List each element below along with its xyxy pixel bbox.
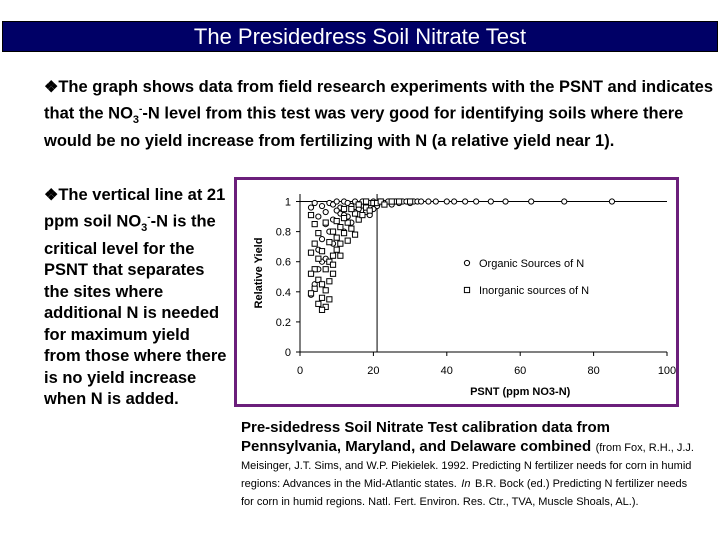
- caption-main-text: Pre-sidedress Soil Nitrate Test calibration data from Pennsylvania, Maryland, and Delaware combined: [241, 419, 610, 455]
- inorganic-point: [319, 295, 324, 300]
- inorganic-point: [363, 199, 368, 204]
- organic-point: [316, 214, 321, 219]
- inorganic-point: [327, 279, 332, 284]
- inorganic-point: [308, 271, 313, 276]
- inorganic-point: [319, 282, 324, 287]
- organic-point: [308, 205, 313, 210]
- legend-organic-marker: [464, 260, 469, 265]
- inorganic-point: [334, 218, 339, 223]
- organic-point: [609, 199, 614, 204]
- slide-title: The Presidedress Soil Nitrate Test: [193, 24, 527, 49]
- organic-point: [503, 199, 508, 204]
- diamond-bullet-icon: ❖: [44, 79, 59, 96]
- bullet-2-text-pre: The vertical line at 21 ppm soil NO: [44, 186, 226, 230]
- inorganic-point: [319, 249, 324, 254]
- inorganic-point: [323, 267, 328, 272]
- organic-point: [433, 199, 438, 204]
- inorganic-point: [341, 215, 346, 220]
- inorganic-point: [330, 229, 335, 234]
- inorganic-point: [356, 202, 361, 207]
- bullet-2-subscript: 3: [141, 221, 148, 234]
- inorganic-point: [408, 199, 413, 204]
- inorganic-point: [396, 199, 401, 204]
- organic-point: [452, 199, 457, 204]
- y-tick-label: 0.4: [275, 286, 291, 299]
- inorganic-point: [330, 262, 335, 267]
- x-tick-label: 100: [657, 365, 676, 377]
- y-tick-label: 0: [284, 347, 291, 359]
- inorganic-point: [352, 232, 357, 237]
- x-tick-label: 20: [367, 365, 380, 377]
- organic-point: [419, 199, 424, 204]
- bullet-1-text-post: -N level from this test was very good for identifying soils where there would be no yield increase from fertilizing with N (a relative yield near 1).: [44, 104, 684, 150]
- organic-point: [488, 199, 493, 204]
- bullet-1: [44, 77, 716, 152]
- inorganic-point: [330, 271, 335, 276]
- inorganic-point: [341, 206, 346, 211]
- organic-point: [312, 200, 317, 205]
- legend-label: Organic Sources of N: [479, 258, 585, 270]
- psnt-scatter-chart: [237, 180, 676, 404]
- organic-point: [474, 199, 479, 204]
- inorganic-point: [316, 301, 321, 306]
- inorganic-point: [308, 212, 313, 217]
- inorganic-point: [323, 288, 328, 293]
- y-axis-label: Relative Yield: [253, 237, 265, 309]
- bullet-2-superscript: -: [147, 211, 151, 223]
- inorganic-point: [360, 212, 365, 217]
- y-tick-label: 0.6: [275, 256, 291, 269]
- inorganic-point: [334, 247, 339, 252]
- inorganic-point: [341, 231, 346, 236]
- organic-point: [463, 199, 468, 204]
- inorganic-point: [316, 256, 321, 261]
- x-tick-label: 0: [296, 365, 304, 377]
- inorganic-point: [349, 206, 354, 211]
- x-axis-label: PSNT (ppm NO3-N): [470, 386, 571, 398]
- bullet-2: [44, 185, 229, 411]
- inorganic-point: [334, 235, 339, 240]
- inorganic-point: [308, 291, 313, 296]
- inorganic-point: [308, 250, 313, 255]
- bullet-1-superscript: -: [139, 103, 143, 115]
- inorganic-point: [382, 202, 387, 207]
- diamond-bullet-icon: ❖: [44, 187, 59, 204]
- inorganic-point: [330, 253, 335, 258]
- inorganic-point: [389, 199, 394, 204]
- inorganic-point: [338, 253, 343, 258]
- figure-caption: [241, 418, 701, 510]
- inorganic-point: [316, 231, 321, 236]
- caption-source-italic: In: [461, 478, 471, 490]
- inorganic-point: [327, 240, 332, 245]
- y-tick-label: 1: [284, 196, 291, 209]
- organic-point: [529, 199, 534, 204]
- bullet-1-text-pre: The graph shows data from field research experiments with the PSNT and indicates that the NO: [44, 78, 714, 122]
- inorganic-point: [338, 241, 343, 246]
- legend-inorganic-marker: [464, 287, 469, 292]
- y-tick-label: 0.8: [275, 226, 291, 239]
- inorganic-point: [323, 220, 328, 225]
- organic-point: [334, 199, 339, 204]
- chart-frame: [234, 177, 679, 407]
- bullet-2-text-post: -N is the critical level for the PSNT that separates the sites where additional N is needed for maximum yield from those where there is no yield increase when N is added.: [44, 212, 227, 409]
- inorganic-point: [312, 221, 317, 226]
- organic-point: [319, 203, 324, 208]
- legend-label: Inorganic sources of N: [479, 285, 590, 297]
- x-tick-label: 60: [514, 365, 527, 377]
- organic-point: [562, 199, 567, 204]
- y-tick-label: 0.2: [275, 316, 291, 329]
- x-tick-label: 80: [587, 365, 600, 377]
- organic-point: [444, 199, 449, 204]
- organic-point: [323, 209, 328, 214]
- inorganic-point: [345, 238, 350, 243]
- title-bar: [2, 21, 718, 52]
- organic-point: [319, 237, 324, 242]
- bullet-1-subscript: 3: [132, 113, 140, 126]
- inorganic-point: [367, 208, 372, 213]
- organic-point: [334, 208, 339, 213]
- inorganic-point: [312, 241, 317, 246]
- x-tick-label: 40: [440, 365, 453, 377]
- inorganic-point: [338, 225, 343, 230]
- inorganic-point: [327, 297, 332, 302]
- inorganic-point: [319, 307, 324, 312]
- inorganic-point: [349, 226, 354, 231]
- caption-source-pre: (from Fox, R.H., J.J. Meisinger, J.T. Sims, and W.P. Piekielek. 1992. Predicting N fertilizer needs for corn in humid regions: Advances in the Mid-Atlantic states.: [241, 442, 694, 490]
- organic-point: [426, 199, 431, 204]
- caption-source-post: B.R. Bock (ed.) Predicting N fertilizer needs for corn in humid regions. Natl. Fert. Environ. Res. Ctr., TVA, Muscle Shoals, AL.).: [241, 478, 688, 508]
